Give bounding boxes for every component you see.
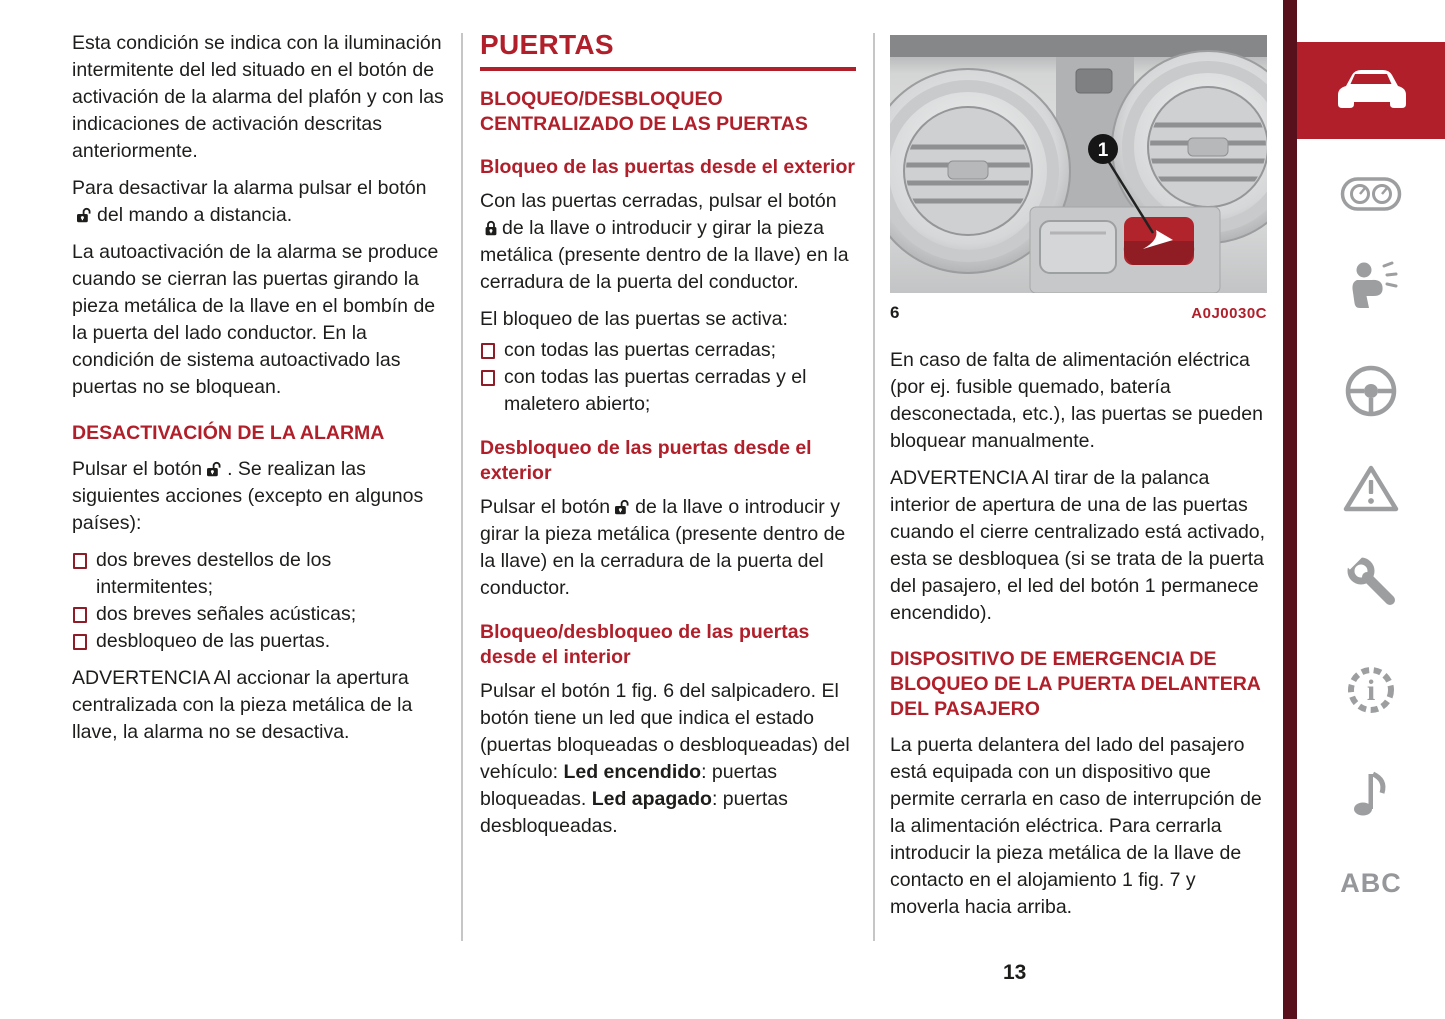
sidebar-strip: [1283, 0, 1297, 1019]
paragraph-text: Pulsar el botón 1 fig. 6 del salpicadero. El botón tiene un led que indica el estado (puertas bloqueadas o desbloqueadas) del vehículo:: [480, 680, 850, 783]
chapter-tab-instrument-panel[interactable]: [1297, 174, 1445, 214]
figure-number: 6: [890, 303, 900, 322]
paragraph-text: Pulsar el botón: [72, 458, 203, 480]
checkbox-bullet-icon: [73, 634, 87, 650]
figure-6: [890, 35, 1267, 323]
chapter-tab-index[interactable]: [1297, 868, 1445, 899]
checklist: [480, 337, 856, 418]
paragraph-text: En caso de falta de alimentación eléctrica (por ej. fusible quemado, batería desconectada, etc.), las puertas se pueden bloquear manualmente.: [890, 349, 1263, 452]
subheading-bloqueo-exterior: Bloqueo de las puertas desde el exterior: [480, 156, 855, 178]
paragraph-bold-text: Led apagado: [591, 788, 712, 810]
dashboard-photo: [890, 35, 1267, 293]
paragraph-text: : puertas desbloqueadas.: [480, 788, 788, 837]
paragraph-text: de la llave o introducir y girar la pieza metálica (presente dentro de la llave) en la cerradura de la puerta del conductor.: [480, 496, 846, 599]
chapter-tab-driving[interactable]: [1297, 364, 1445, 418]
chapter-tab-emergency[interactable]: [1297, 464, 1445, 514]
list-item-text: con todas las puertas cerradas y el maletero abierto;: [504, 366, 807, 415]
paragraph: [72, 30, 444, 165]
paragraph-text: . Se realizan las siguientes acciones (excepto en algunos países):: [72, 458, 424, 534]
unlock-button-icon: [614, 499, 631, 515]
left-column: [72, 30, 444, 756]
paragraph: [480, 306, 856, 333]
paragraph-text: Con las puertas cerradas, pulsar el botón: [480, 190, 837, 212]
unlock-button-icon: [76, 207, 93, 223]
paragraph-text: del mando a distancia.: [97, 204, 293, 226]
heading-bloqueo-centralizado: BLOQUEO/DESBLOQUEO CENTRALIZADO DE LAS PUERTAS: [480, 88, 808, 135]
car-icon: [1328, 64, 1414, 118]
list-item: [72, 547, 444, 601]
heading-dispositivo-emergencia: DISPOSITIVO DE EMERGENCIA DE BLOQUEO DE LA PUERTA DELANTERA DEL PASAJERO: [890, 648, 1261, 720]
figure-code: A0J0030C: [1191, 305, 1267, 322]
info-gear-icon: [1344, 663, 1398, 717]
checklist: [72, 547, 444, 655]
list-item-text: dos breves destellos de los intermitentes;: [96, 549, 332, 598]
paragraph: [72, 239, 444, 401]
unlock-button-icon: [206, 461, 223, 477]
chapter-tab-technical-data[interactable]: [1297, 663, 1445, 717]
middle-column: [480, 30, 856, 850]
checkbox-bullet-icon: [73, 553, 87, 569]
list-item: [72, 601, 444, 628]
list-item-text: dos breves señales acústicas;: [96, 603, 357, 625]
paragraph-text: La autoactivación de la alarma se produce cuando se cierran las puertas girando la pieza metálica de la llave en el bombín de la puerta del lado conductor. En la condición de sistema autoactivado las puertas no se bloquean.: [72, 241, 439, 398]
instrument-cluster-icon: [1340, 174, 1402, 214]
paragraph-bold-text: Led encendido: [563, 761, 702, 783]
paragraph: [480, 678, 856, 840]
paragraph: [480, 188, 856, 296]
list-item: [480, 364, 856, 418]
paragraph-text: Para desactivar la alarma pulsar el botón: [72, 177, 427, 199]
steering-wheel-icon: [1344, 364, 1398, 418]
paragraph-text: : puertas bloqueadas.: [480, 761, 777, 810]
abc-index-label: ABC: [1340, 868, 1402, 898]
paragraph: [72, 175, 444, 229]
chapter-tab-multimedia[interactable]: [1297, 766, 1445, 818]
wrench-icon: [1345, 556, 1397, 608]
chapter-tab-vehicle[interactable]: [1297, 42, 1445, 139]
checkbox-bullet-icon: [481, 343, 495, 359]
chapter-sidebar: [1297, 0, 1445, 1019]
subheading-bloqueo-interior: Bloqueo/desbloqueo de las puertas desde el interior: [480, 621, 810, 668]
right-column: [890, 30, 1267, 931]
paragraph: [72, 456, 444, 537]
warning-paragraph: [890, 465, 1267, 627]
figure-caption: [890, 303, 1267, 323]
subheading-desbloqueo-exterior: Desbloqueo de las puertas desde el exterior: [480, 437, 812, 484]
music-note-icon: [1351, 766, 1391, 818]
paragraph: [890, 732, 1267, 921]
paragraph: [480, 494, 856, 602]
chapter-tab-maintenance[interactable]: [1297, 556, 1445, 608]
checkbox-bullet-icon: [73, 607, 87, 623]
column-divider: [873, 33, 875, 941]
paragraph-text: Pulsar el botón: [480, 496, 611, 518]
page-number: 13: [1003, 961, 1027, 984]
paragraph-text: ADVERTENCIA Al tirar de la palanca interior de apertura de una de las puertas cuando el cierre centralizado está activado, esta se desbloquea (si se trata de la puerta del pasajero, el led del botón 1 permanece encendido).: [890, 467, 1266, 624]
list-item-text: desbloqueo de las puertas.: [96, 630, 331, 652]
paragraph: [890, 347, 1267, 455]
list-item: [480, 337, 856, 364]
warning-paragraph: [72, 665, 444, 746]
list-item-text: con todas las puertas cerradas;: [504, 339, 777, 361]
paragraph-text: de la llave o introducir y girar la pieza metálica (presente dentro de la llave) en la cerradura de la puerta del conductor.: [480, 217, 849, 293]
paragraph-text: Esta condición se indica con la iluminación intermitente del led situado en el botón de activación de la alarma del plafón y con las indicaciones de activación descritas anteriormente.: [72, 32, 444, 162]
checkbox-bullet-icon: [481, 370, 495, 386]
warning-triangle-icon: [1343, 464, 1399, 514]
chapter-tab-safety[interactable]: [1297, 260, 1445, 312]
lock-button-icon: [484, 220, 498, 236]
paragraph-text: ADVERTENCIA Al accionar la apertura centralizada con la pieza metálica de la llave, la alarma no se desactiva.: [72, 667, 413, 743]
column-divider: [461, 33, 463, 941]
section-title-puertas: PUERTAS: [480, 30, 856, 71]
heading-desactivacion-alarma: DESACTIVACIÓN DE LA ALARMA: [72, 422, 385, 444]
paragraph-text: El bloqueo de las puertas se activa:: [480, 308, 788, 330]
svg-text:i: i: [1366, 674, 1376, 707]
list-item: [72, 628, 444, 655]
figure-callout-number: 1: [1097, 140, 1109, 161]
airbag-icon: [1344, 260, 1398, 312]
paragraph-text: La puerta delantera del lado del pasajero está equipada con un dispositivo que permite cerrarla en caso de interrupción de la alimentación eléctrica. Para cerrarla introducir la pieza metálica de la llave de contacto en el alojamiento 1 fig. 7 y moverla hacia arriba.: [890, 734, 1262, 918]
